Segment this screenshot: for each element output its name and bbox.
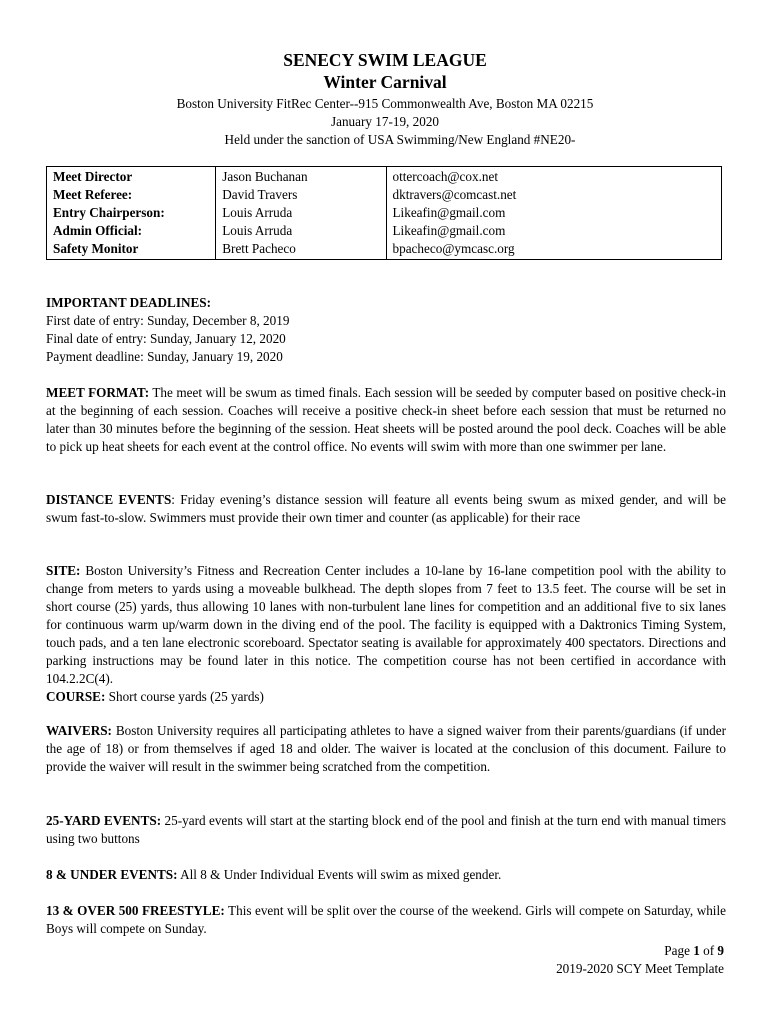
meet-format-label: MEET FORMAT:	[46, 385, 150, 400]
officials-table	[46, 166, 722, 260]
page-number	[556, 942, 724, 960]
role-label: Admin Official:	[53, 223, 143, 238]
deadline-first: First date of entry: Sunday, December 8, 2019	[46, 313, 290, 328]
official-email: bpacheco@ymcasc.org	[392, 241, 515, 256]
site-text: Boston University’s Fitness and Recreation Center includes a 10-lane by 16-lane competition pool with the ability to change from meters to yards using a moveable bulkhead. The depth slopes from 7 feet to 13.5 feet. The course will be set in short course (25) yards, thus allowing 10 lanes with non-turbulent lane lines for competition and an additional five to six lanes for continuous warm up/warm down in the diving end of the pool. The facility is equipped with a Daktronics Timing System, touch pads, and a ten lane electronic scoreboard. Spectator seating is available for approximately 400 spectators. Directions and parking instructions may be found later in this notice. The competition course has not been certified in accordance with 104.2.2C(4).	[46, 563, 726, 686]
meet-format-section	[46, 384, 726, 456]
role-label: Safety Monitor	[53, 241, 139, 256]
distance-events-label: DISTANCE EVENTS	[46, 492, 172, 507]
official-name: David Travers	[222, 187, 298, 202]
yard25-section	[46, 812, 726, 848]
over13-text: This event will be split over the course of the weekend. Girls will compete on Saturday, while Boys will compete on Sunday.	[46, 903, 726, 936]
official-name: Louis Arruda	[222, 205, 293, 220]
official-name: Louis Arruda	[222, 223, 293, 238]
league-title: SENECY SWIM LEAGUE	[283, 50, 487, 70]
site-label: SITE:	[46, 563, 81, 578]
deadlines-heading: IMPORTANT DEADLINES:	[46, 295, 212, 310]
event-title: Winter Carnival	[323, 72, 447, 92]
officials-names-cell	[216, 167, 386, 260]
over13-section	[46, 902, 726, 938]
under8-text: All 8 & Under Individual Events will swim as mixed gender.	[177, 867, 502, 882]
meet-format-text: The meet will be swum as timed finals. Each session will be seeded by computer based on positive check-in at the beginning of each session. Coaches will receive a positive check-in sheet before each session that must be returned no later than 30 minutes before the beginning of the session. Heat sheets will be posted around the pool deck. Coaches will be able to pick up heat sheets for each event at the control office. No events will swim with more than one swimmer per lane.	[46, 385, 726, 454]
deadline-payment: Payment deadline: Sunday, January 19, 2020	[46, 349, 283, 364]
waivers-text: Boston University requires all participating athletes to have a signed waiver from their parents/guardians (if under the age of 18) or from themselves if aged 18 and older. The waiver is located at the conclusion of this document. Failure to provide the waiver will result in the swimmer being scratched from the competition.	[46, 723, 726, 774]
course-text: Short course yards (25 yards)	[105, 689, 264, 704]
under8-label: 8 & UNDER EVENTS:	[46, 867, 178, 882]
venue-line: Boston University FitRec Center--915 Commonwealth Ave, Boston MA 02215	[176, 96, 594, 111]
official-name: Brett Pacheco	[222, 241, 296, 256]
official-name: Jason Buchanan	[222, 169, 308, 184]
deadlines-section	[46, 294, 726, 366]
yard25-text: 25-yard events will start at the starting block end of the pool and finish at the turn end with manual timers using two buttons	[46, 813, 727, 846]
page-footer	[556, 942, 724, 978]
site-section	[46, 562, 726, 706]
officials-roles-cell	[47, 167, 216, 260]
officials-row	[47, 167, 722, 260]
dates-line: January 17-19, 2020	[330, 114, 440, 129]
distance-events-section	[46, 491, 726, 527]
page-total: 9	[717, 943, 724, 958]
deadline-final: Final date of entry: Sunday, January 12, 2020	[46, 331, 286, 346]
waivers-section	[46, 722, 726, 776]
over13-label: 13 & OVER 500 FREESTYLE:	[46, 903, 225, 918]
page-current: 1	[693, 943, 700, 958]
yard25-label: 25-YARD EVENTS:	[46, 813, 162, 828]
official-email: Likeafin@gmail.com	[392, 223, 506, 238]
course-label: COURSE:	[46, 689, 106, 704]
under8-section	[46, 866, 726, 884]
official-email: Likeafin@gmail.com	[392, 205, 506, 220]
official-email: dktravers@comcast.net	[392, 187, 517, 202]
role-label: Entry Chairperson:	[53, 205, 165, 220]
official-email: ottercoach@cox.net	[392, 169, 499, 184]
role-label: Meet Director	[53, 169, 133, 184]
page-prefix: Page	[664, 943, 694, 958]
distance-events-text: : Friday evening’s distance session will feature all events being swum as mixed gender, and will be swum fast-to-slow. Swimmers must provide their own timer and counter (as applicable) for their race	[46, 492, 726, 525]
sanction-line: Held under the sanction of USA Swimming/New England #NE20-	[224, 132, 576, 147]
waivers-label: WAIVERS:	[46, 723, 112, 738]
page-of: of	[699, 943, 718, 958]
officials-emails-cell	[386, 167, 722, 260]
template-name: 2019-2020 SCY Meet Template	[556, 961, 724, 976]
role-label: Meet Referee:	[53, 187, 133, 202]
